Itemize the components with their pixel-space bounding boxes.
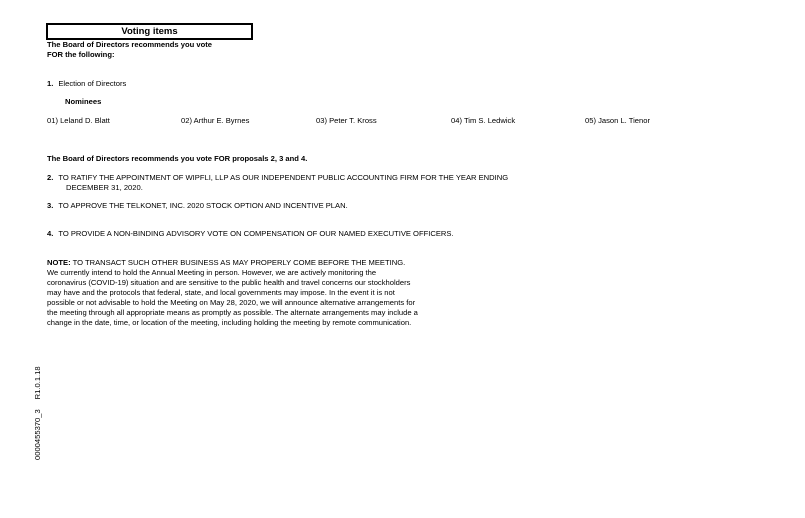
nominee-2: 02) Arthur E. Byrnes bbox=[181, 116, 250, 125]
proposal-1-label: Election of Directors bbox=[58, 79, 127, 88]
note-line: change in the date, time, or location of the meeting, including holding the meeting by remote communication. bbox=[47, 318, 412, 327]
proposal-4 bbox=[47, 229, 454, 239]
note-line: coronavirus (COVID-19) situation and are sensitive to the public health and travel concerns our stockholders bbox=[47, 278, 411, 287]
nominees-heading: Nominees bbox=[65, 97, 102, 106]
note-first-text: TO TRANSACT SUCH OTHER BUSINESS AS MAY PROPERLY COME BEFORE THE MEETING. bbox=[70, 258, 406, 267]
proposal-4-text: TO PROVIDE A NON-BINDING ADVISORY VOTE ON COMPENSATION OF OUR NAMED EXECUTIVE OFFICERS. bbox=[58, 229, 454, 238]
proposal-1 bbox=[47, 79, 126, 89]
board-recommendation-line1: The Board of Directors recommends you vote bbox=[47, 40, 212, 49]
revision-code: R1.0.1.18 bbox=[33, 366, 42, 400]
note-label: NOTE: bbox=[47, 258, 71, 267]
nominee-3: 03) Peter T. Kross bbox=[316, 116, 377, 125]
note-line: the meeting through all appropriate means as promptly as possible. The alternate arrangements may include a bbox=[47, 308, 418, 317]
proposal-3-text: TO APPROVE THE TELKONET, INC. 2020 STOCK OPTION AND INCENTIVE PLAN. bbox=[58, 201, 348, 210]
note-block bbox=[47, 258, 487, 328]
note-first-line bbox=[47, 258, 487, 268]
proposal-2-continued: DECEMBER 31, 2020. bbox=[66, 183, 143, 192]
voting-items-title: Voting items bbox=[46, 23, 253, 40]
proposal-4-number: 4. bbox=[47, 229, 54, 238]
nominee-5: 05) Jason L. Tienor bbox=[585, 116, 651, 125]
note-line: may have and the protocols that federal, state, and local governments may impose. In the event it is not bbox=[47, 288, 395, 297]
board-recommendation-2: The Board of Directors recommends you vote FOR proposals 2, 3 and 4. bbox=[47, 154, 308, 163]
proposal-3 bbox=[47, 201, 348, 211]
nominee-4: 04) Tim S. Ledwick bbox=[451, 116, 516, 125]
proposal-1-number: 1. bbox=[47, 79, 54, 88]
document-control-code bbox=[33, 366, 42, 460]
proposal-2-number: 2. bbox=[47, 173, 54, 182]
note-line: We currently intend to hold the Annual Meeting in person. However, we are actively monitoring the bbox=[47, 268, 377, 277]
board-recommendation-line2: FOR the following: bbox=[47, 50, 115, 59]
proposal-3-number: 3. bbox=[47, 201, 54, 210]
proposal-2 bbox=[47, 173, 508, 183]
note-line: possible or not advisable to hold the Meeting on May 28, 2020, we will announce alternative arrangements for bbox=[47, 298, 416, 307]
document-id: 0000455370_3 bbox=[33, 409, 42, 460]
proposal-2-text: TO RATIFY THE APPOINTMENT OF WIPFLI, LLP AS OUR INDEPENDENT PUBLIC ACCOUNTING FIRM FOR THE YEAR ENDING bbox=[58, 173, 509, 182]
nominee-1: 01) Leland D. Blatt bbox=[47, 116, 110, 125]
